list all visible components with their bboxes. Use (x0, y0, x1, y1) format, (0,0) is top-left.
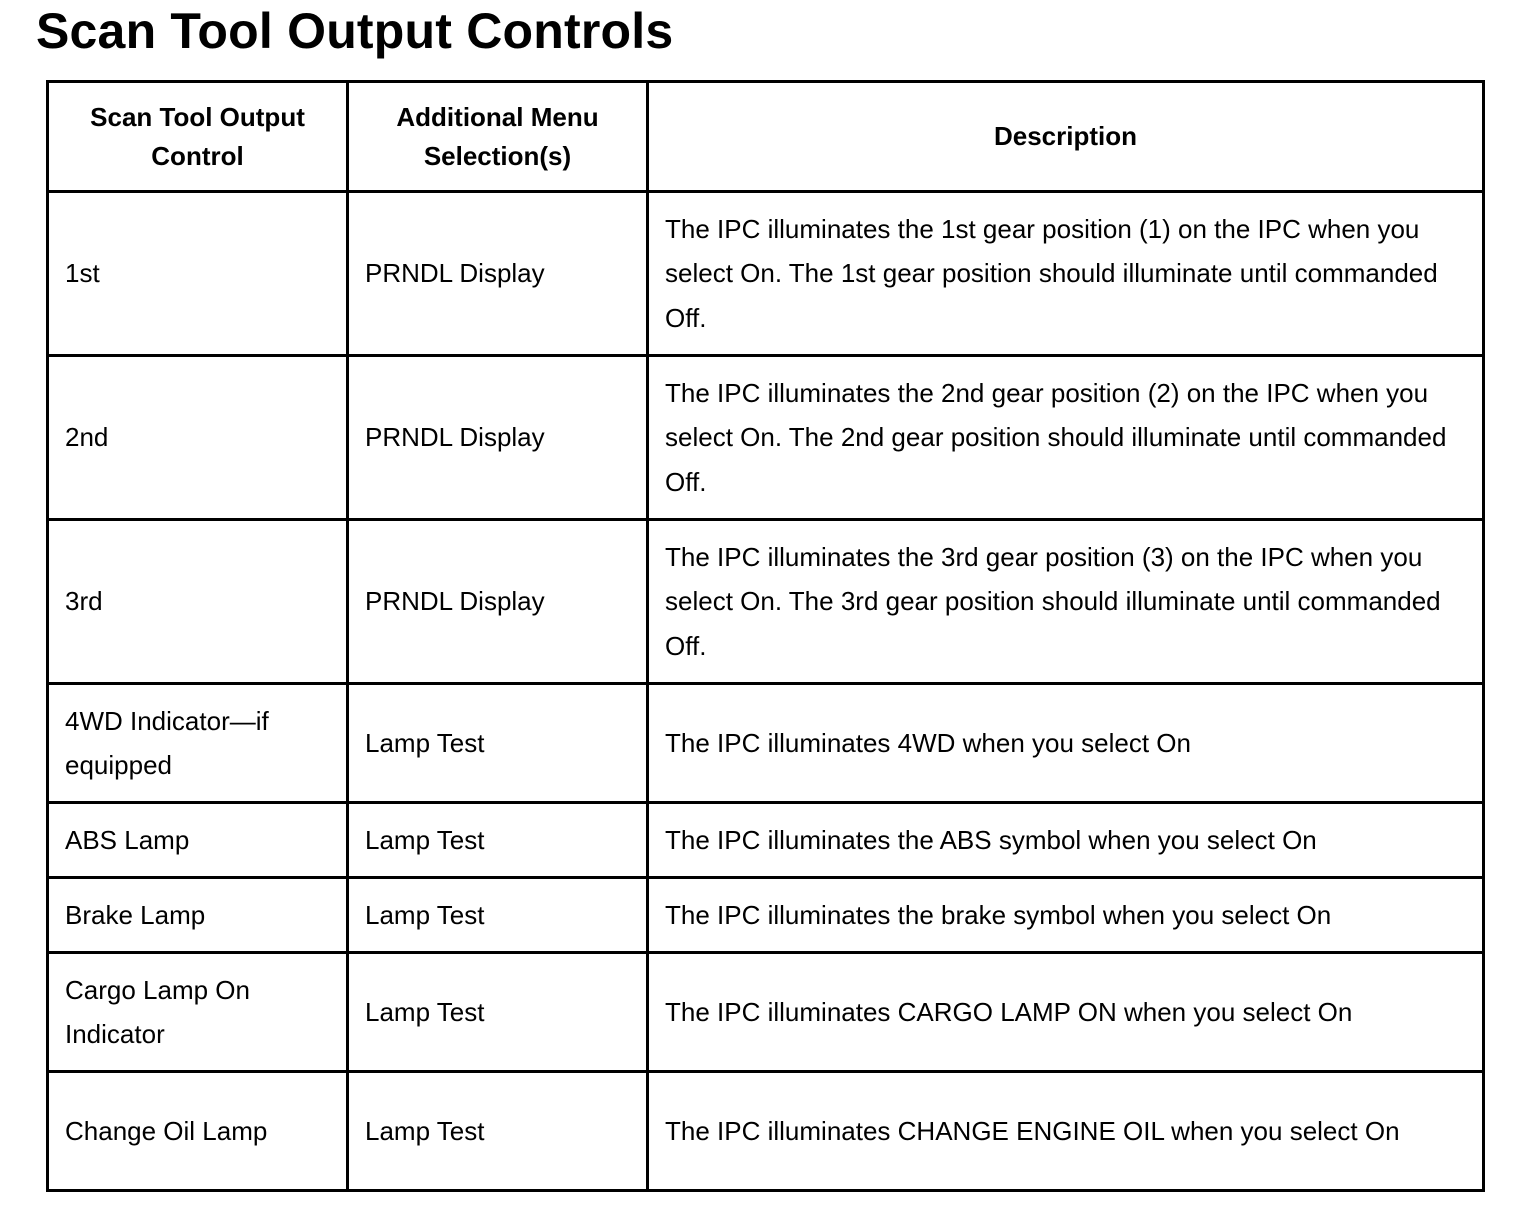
cell-menu: Lamp Test (348, 953, 648, 1072)
header-menu-selections: Additional Menu Selection(s) (348, 82, 648, 192)
cell-control: 2nd (48, 356, 348, 520)
cell-description: The IPC illuminates CARGO LAMP ON when you select On (648, 953, 1484, 1072)
cell-description: The IPC illuminates 4WD when you select On (648, 684, 1484, 803)
cell-description: The IPC illuminates the 3rd gear position (3) on the IPC when you select On. The 3rd gear position should illuminate until commanded Off. (648, 520, 1484, 684)
table-row (48, 520, 1484, 684)
cell-menu: PRNDL Display (348, 520, 648, 684)
table-header-row (48, 82, 1484, 192)
table-row (48, 192, 1484, 356)
cell-control: 4WD Indicator—if equipped (48, 684, 348, 803)
cell-menu: Lamp Test (348, 1072, 648, 1191)
header-description: Description (648, 82, 1484, 192)
cell-control: 1st (48, 192, 348, 356)
cell-description: The IPC illuminates the ABS symbol when you select On (648, 803, 1484, 878)
cell-control: Brake Lamp (48, 878, 348, 953)
page-title: Scan Tool Output Controls (36, 3, 674, 59)
cell-control: Cargo Lamp On Indicator (48, 953, 348, 1072)
cell-control: ABS Lamp (48, 803, 348, 878)
cell-menu: Lamp Test (348, 878, 648, 953)
cell-menu: PRNDL Display (348, 356, 648, 520)
output-controls-table (46, 80, 1485, 1192)
table-row (48, 953, 1484, 1072)
cell-description: The IPC illuminates the 2nd gear position (2) on the IPC when you select On. The 2nd gear position should illuminate until commanded Off. (648, 356, 1484, 520)
cell-control: 3rd (48, 520, 348, 684)
cell-menu: Lamp Test (348, 684, 648, 803)
table-row (48, 803, 1484, 878)
cell-description: The IPC illuminates the 1st gear position (1) on the IPC when you select On. The 1st gear position should illuminate until commanded Off. (648, 192, 1484, 356)
cell-description: The IPC illuminates the brake symbol when you select On (648, 878, 1484, 953)
table-row (48, 356, 1484, 520)
table-row (48, 1072, 1484, 1191)
header-output-control: Scan Tool Output Control (48, 82, 348, 192)
cell-description: The IPC illuminates CHANGE ENGINE OIL when you select On (648, 1072, 1484, 1191)
table-row (48, 684, 1484, 803)
cell-menu: Lamp Test (348, 803, 648, 878)
table-row (48, 878, 1484, 953)
cell-menu: PRNDL Display (348, 192, 648, 356)
cell-control: Change Oil Lamp (48, 1072, 348, 1191)
